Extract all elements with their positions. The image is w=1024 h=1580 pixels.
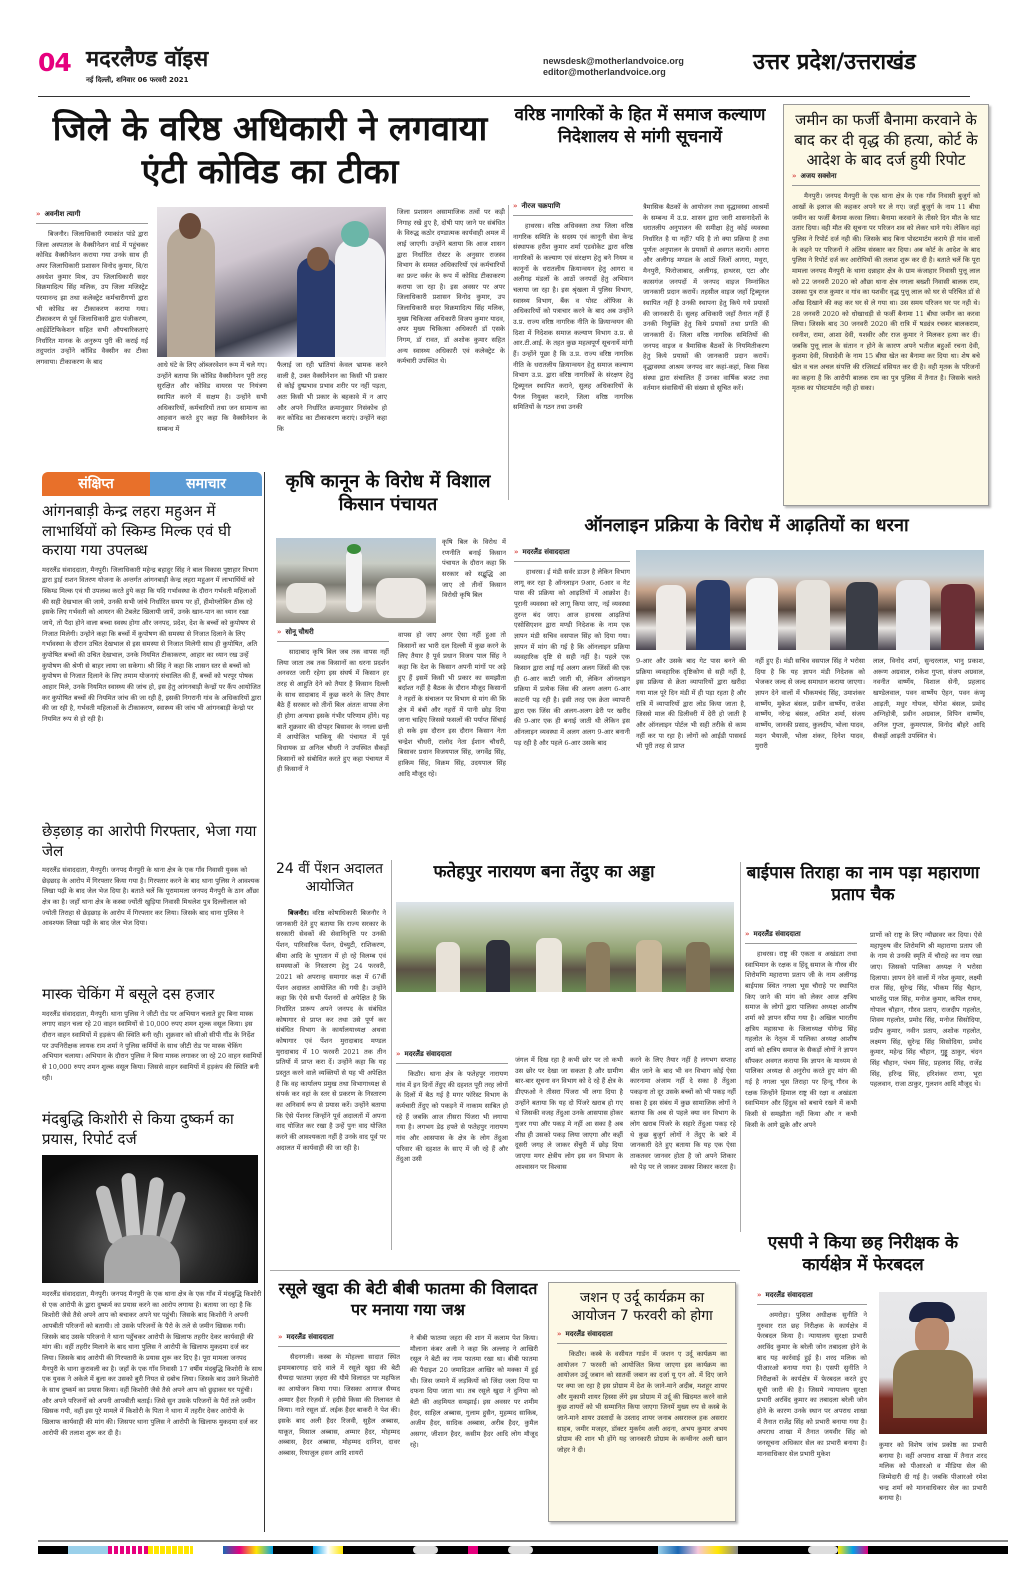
urdu-headline: जशन ए उर्दू कार्यक्रम का आयोजन 7 फरवरी को होगा xyxy=(571,1290,713,1325)
farmers-photo xyxy=(276,538,436,623)
bypass-col-2: प्राणों को राष्ट्र के लिए न्यौछावर कर दिया। ऐसे महापुरुष वीर शिरोमणि श्री महाराणा प्रताप जी के नाम से उनकी स्मृति में चौराहे का नाम रखा जाए। जिसको पालिका अध्यक्ष ने भरोसा दिलाया। ज्ञापन देने वालों में नरेश कुमार, लक्ष्मी राज सिंह, सुरेन्द्र सिंह, भीकम सिंह चैहान, भारतेंदु पाल सिंह, मनोज कुमार, कपिल राघव, गोपाल चौहान, गौरव प्रताप, राजदीप गहलोत, शिवम गहलोत, प्रमोद सिंह, मनोज सिसोदिया, प्रदीप कुमार, नवीन प्रताप, अशोक गहलोत, लक्ष्मण सिंह, सुरेन्द्र सिंह सिसोदिया, प्रमोद कुमार, महेन्द्र सिंह चौहान, गुड्डू ठाकुर, चंदन सिंह चौहान, पंचम सिंह, प्रहलाद सिंह, राजेंद्र सिंह, हरिन्द्र सिंह, हरिशंकर राणा, भूरा पहलवान, राजा ठाकुर, गुलशन आदि मौजूद थे। xyxy=(870,931,982,1089)
sp-photo-officer xyxy=(879,1292,987,1434)
brief-label-b: समाचार xyxy=(150,472,262,496)
urdu-event-box: जशन ए उर्दू कार्यक्रम का आयोजन 7 फरवरी को होगा » मदरलैंड संवाददाता किठौर। कस्बे के वसीयत गार्डन में जशन ए उर्दू कार्यक्रम का आयोजन 7 फरवरी को आयोजित किया जाएगा इस कार्यक्रम का आयोजन उर्दू जबान को सातवीं जबान का दर्जा यू एन ओ. में दिए जाने पर क्या जा रहा है इस प्रोग्राम में देश के जाने-माने अदीब, मशहूर शायर और मुकामी शायर हिस्सा लेंगे इस प्रोग्राम में उर्दू की खिदमत करने वाले कुछ शायरों को भी सम्मानित किया जाएगा जिनमें मुख्य रुप से कस्बे के जाने-माने शायर उस्तादों के उस्ताद शायर जनाब असरारुल हक असरार साहब, जमीर मजहर, डॉक्टर मुकर्रम अली अदना, अभय कुमार अभय प्रोग्राम की शान भी होंगे यह जानकारी प्रोग्राम के कन्वीनर अली खान जोहर ने दी। xyxy=(548,1282,736,1522)
lead-col-2: आधे घंटे के लिए ऑब्जरवेशन रूम में चले गए। उन्होंने बताया कि कोविड वैक्सीनेशन पूरी तरह सुरक्षित और कोविड वायरस पर नियंत्रण स्थापित करने में सक्षम है। उन्होंने सभी अधिकारियों, कर्मचारियों तथा जन सामान्य का आहवान करते हुए कहा कि वैक्सीनेशन के सम्बन्ध में xyxy=(157,361,267,434)
brief-item-3 xyxy=(42,985,262,1087)
brief-text: मदरलैंड संवाददाता, मैनपुरी। जनपद मैनपुरी के एक थाना क्षेत्र के एक गाँव में मंदबुद्धि किशोरी से एक आरोपी के द्वारा दुष्कर्म का प्रयास करने का आरोप लगाया है। बताया जा रहा है कि किशोरी जैसे तैसे अपने आप को बचाकर अपने घर पहुंची। जिसके बाद किशोरी ने अपनी आपबीती परिजनों को बतायी। तो उसके परिजनों के पैरो के तले से जमीन खिसक गयी। जिसके बाद उसके परिजनो ने थाना पहुँचकर आरोपी के खिलाफ तहरीर देकर कार्यवाही की मांग की। वहीं तहरीर मिलाने के बाद थाना पुलिस ने आरोपी के खिलाफ मुकदमा दर्ज कर लिया। जिसके बाद आरोपी की गिरफ्तारी के प्रयास शुरू कर दिए है। पूरा मामला जनपद मैनपुरी के थाना कुरावली का है। जहाँ के एक गाँव निवासी 17 वर्षीय मंदबुद्धि किशोरी के साथ एक युवक ने अकेले में बुला कर उसको बुरी नियत से दबोच लिया। जिसके बाद उसने किशोरी के साथ दुष्कर्म का प्रयास किया। वहीं किशोरी जैसे तैसे अपने आप को छुड़ाकर घर पहुंची। और अपने परिजनों को अपनी आपबीती बताई। जिसे सुन उसके परिजनों के पैरों तले जमीन खिसक गयी, वहीं इस पूरे मामले में किशोरी के पिता ने थाना में तहरीर देकर आरोपी के खिलाफ कार्यवाही की मांग की। जिसपर थाना पुलिस ने आरोपी के खिलाफ मुकदमा दर्ज कर आरोपी की तलाश शुरू कर दी है। xyxy=(42,1290,262,1437)
pension-body: बिजनौर। वरिष्ठ कोषाधिकारी बिजनौर ने जानकारी देते हुए बताया कि राज्य सरकार के सरकारी सेवकों की सेवानिवृत्ति पर उनकी पेंशन, पारिवारिक पेंशन, ग्रेच्युटी, राशिकरण, बीमा आदि के भुगतान में हो रहे विलम्ब एवं समस्याओं के निस्तारण हेतु 24 फरवरी, 2021 को अपरान्ह समागार कक्ष में 67वीं पेंशन अदालत आयोजित की गयी है। उन्होंने कहा कि ऐसे सभी पेंशनरों से अपेक्षित है कि निर्धारित प्रारूप अपने जनपद के संबंधित कोषागार से प्राप्त कर तथा उसे पूर्ण कर संबंधित विभाग के कार्यालयाध्यक्ष अथवा कोषागार एवं पेंशन मुरादाबाद मण्डल मुरादाबाद में 10 फरवरी 2021 तक तीन प्रतियों में प्राप्त करा दें। उन्होंने कहा कि यह प्रस्तुत करने वाले व्यक्तियों से यह भी अपेक्षित है कि वह कार्यालय प्रमुख तथा विभागाध्यक्ष से संपर्क कर वहां के स्तर से प्रकरण के निस्तारण का अनिवार्य रूप से प्रयास करें। उन्होंने बताया कि ऐसे पेंशनर जिन्होंने पूर्व अदालतों में अपना वाद योजित कर रखा है उन्हें पुनः वाद योजित करने की आवश्यकता नहीं है उनके वाद पूर्व पर अदालत में कार्यवाही की जा रही है। xyxy=(276,909,386,1152)
farmers-col-2: वापस हो जाए अगर ऐसा नहीं हुआ तो किसानों का भारी दल दिल्ली में कुछ करने के लिए तैयार है पूर्व प्रधान विजय पाल सिंह ने कहा कि देश के किसान अपनी मांगों पर अड़े हुए हैं इसमें किसी भी प्रकार का समझौता बर्दाश्त नहीं है बैठक के दौरान मौजूद किसानों ने नहरों के संचालन पर विभाग से मांग की कि क्षेत्र में बंबों और नहरों में पानी छोड़ दिया जाना चाहिए जिससे फसलों की पर्याप्त सिंचाई हो सके इस दौरान इस दौरान किसान नेता चन्द्रेश चौधरी, रालोद नेता ईशान चौधरी, बिसावर प्रधान विजयपाल सिंह, जगवेंद्र सिंह, हाकिम सिंह, विक्रम सिंह, उदयपाल सिंह आदि मौजूद रहे। xyxy=(398,631,506,778)
lead-photo-vaccination xyxy=(157,207,386,357)
byline: » अवनीश त्यागी xyxy=(36,210,148,224)
byline: » मदरलैंड संवाददाता xyxy=(278,1333,400,1347)
byline: » मदरलैंड संवाददाता xyxy=(757,1291,867,1305)
brief-headline: आंगनबाड़ी केन्द्र लहरा महुअन में लाभार्थियों को स्किम्ड मिल्क एवं घी कराया गया उपलब्ध xyxy=(42,502,231,559)
leopard-headline: फतेहपुर नारायण बना तेंदुए का अड्डा xyxy=(433,862,655,882)
dateline: नई दिल्ली, शनिवार 06 फरवरी 2021 xyxy=(86,76,189,84)
leopard-photo-sugarcane xyxy=(396,902,734,992)
article-text: बिजनौर। जिलाधिकारी रमाकांत पांडे द्वारा जिला अस्पताल के वैक्सीनेशन वार्ड में पहुंचकर कोविड वैक्सीनेशन कराया गया उनके साथ ही अपर जिलाधिकारी प्रशासन विनोद कुमार, वि/रा अवधेश कुमार मिश्र, उप जिलाधिकारी सदर विक्रमादित्य सिंह मलिक, उप जिला मजिस्ट्रेट परमानन्द झा तथा कलेक्ट्रेट कर्मचारीगणों द्वारा भी कोविड का टीकाकरण कराया गया। टीकाकरण से पूर्व जिलाधिकारी द्वारा पंजीकरण, आईडेंटिफिकेशन सहित सभी औपचारिकताएं निर्धारित मानक के अनुरूप पुरी की कराई गईं तदुपरांत उन्होंने कॉविड वैक्सीन का टीका लगवाया। टीकाकरण के बाद xyxy=(36,230,148,367)
byline: » मदरलैंड संवाददाता xyxy=(514,548,630,562)
brief-label-a: संक्षिप्त xyxy=(42,472,150,496)
byline: » अजय सक्सेना xyxy=(792,172,980,186)
sp-col-1: » मदरलैंड संवाददाता अमरोहा। पुलिस अधीक्षक सुनीति ने गुरुवार रात छह निरीक्षक के कार्यक्षेत्र में फेरबदल किया है। न्यायालय सुरक्षा प्रभारी अरविंद कुमार के बरेली जोन तबादला होने के बाद यह कार्रवाई हुई है। शरद मलिक को पीआरओ बनाया गया है। एसपी सुनीति ने निरीक्षकों के कार्यक्षेत्र में फेरबदल करते हुए सूची जारी की है। जिसमे न्यायालय सुरक्षा प्रभारी अरविंद कुमार का तबादला बरेली जोन होने के कारण उनके स्थान पर अपराध शाखा में तैनात राजेंद्र सिंह को प्रभारी बनाया गया है। अपराध शाखा में तैनात जयवीर सिंह को जनसूचना अधिकार सेल का प्रभारी बनाया है। मानवाधिकार सेल प्रभारी मुकेश xyxy=(757,1291,867,1458)
brief-item-1 xyxy=(42,502,262,771)
bypass-col-1: » मदरलैंड संवाददाता हाथरस। राष्ट्र की एकता व अखंडता तथा स्वाभिमान के रक्षक व हिंदू समाज के गौरव वीर शिरोमणि महाराणा प्रताप जी के नाम अलीगढ़ बाईपास स्थित नगला भूस चौराहे पर स्थापित किए जाने की मांग को लेकर आज क्षत्रिय समाज के लोगों द्वारा पालिका अध्यक्ष आशीष शर्मा को ज्ञापन सौंपा गया है। अखिल भारतीय क्षत्रिय महासभा के जिलाध्यक्ष योगेन्द्र सिंह गहलोत के नेतृत्व में पालिका अध्यक्ष आशीष शर्मा को क्षत्रिय समाज के सैकड़ों लोगों ने ज्ञापन सौंपकर अवगत कराया कि ज्ञापन के माध्यम से पालिका अध्यक्ष से अनुरोध करते हुए मांग की गई है नगला भूस तिराहा पर हिन्दू गौरव के रक्षक जिन्होंने हिमाल राष्ट्र की रक्षा व अखंडता स्वाभिमान और हिंदुत्व को बचाये रखने में कभी किसी से समझौता नहीं किया और न कभी किसी के आगे झुके और अपने xyxy=(745,930,857,1129)
brief-news-banner xyxy=(42,472,262,496)
sp-col-2: कुमार को विशेष जांच प्रकोष्ठ का प्रभारी बनाया है। वहीं अपराध शाखा में तैनात शरद मलिक को पीआरओ व मीडिया सेल की जिम्मेदारी दी गई है। जबकि पीआरओ रमेश चन्द्र शर्मा को मानवाधिकार सेल का प्रभारी बनाया है। xyxy=(879,1441,987,1503)
byline: » मदरलैंड संवाददाता xyxy=(745,930,857,944)
fatima-headline: रसूले खुदा की बेटी बीबी फातमा की विलादत पर मनाया गया जश्न xyxy=(278,1279,538,1320)
lead-headline: जिले के वरिष्ठ अधिकारी ने लगवाया एंटी कोविड का टीका xyxy=(52,109,488,192)
section-title: उत्तर प्रदेश/उत्तराखंड xyxy=(753,50,916,75)
byline: » मदरलैंड संवाददाता xyxy=(557,1330,727,1344)
sp-headline: एसपी ने किया छह निरीक्षक के कार्यक्षेत्र में फेरबदल xyxy=(767,1233,959,1276)
brief-headline: छेड़छाड़ का आरोपी गिरफ्तार, भेजा गया जेल xyxy=(42,822,257,860)
traders-col-4: लाल, विनोद शर्मा, सुन्दरलाल, भानु प्रकाश, अरूण अग्रवाल, राकेश गुप्ता, संजय अग्रवाल, नवनीत वार्ष्णेय, विशाल सेनी, प्रहलाद खण्डेलवाल, पवन वार्ष्णेय ऐहन, पवन कंप्यू आढ़ती, मधुर गोयल, योगेश बंसल, प्रमोद अग्निहोत्री, प्रवीन अग्रवाल, विपिन वार्ष्णेय, अनिल गुप्ता, कुमरपाल, विनोद बौहरे आदि सैकड़ों आढ़ती उपस्थित थे। xyxy=(873,657,985,740)
land-fraud-box: जमीन का फर्जी बैनामा करवाने के बाद कर दी वृद्ध की हत्या, कोर्ट के आदेश के बाद दर्ज हुयी रिपोट » अजय सक्सेना मैनपुरी। जनपद मैनपुरी के एक थाना क्षेत्र के एक गाँव निवासी बुजुर्ग को आखों के इलाज की कहकर अपने घर ले गए। जहाँ बुजुर्ग के नाम 11 बीघा जमीन का फर्जी बैनामा करवा लिया। बैनामा करवाने के तीसरे दिन मौत के घाट उतार दिया। वही मौत की सूचना पर परिजन शव को लेकर थाने गये। लेकिन वहां पुलिस ने रिपोर्ट दर्ज नही की। जिसके बाद बिना पोस्टमार्टम कराये ही गांव वालों के कहने पर परिजनों ने अंतिम संस्कार कर दिया। अब कोर्ट के आदेश के बाद पुलिस ने रिपोर्ट दर्ज कर आरोपियों की तलाश शुरू कर दी है। बताते चलें कि पूरा मामला जनपद मैनपुरी के थाना दन्नाहार क्षेत्र के ग्राम कंजाहार निवासी पुत्तू लाल को 22 जनवरी 2020 को औछा थाना क्षेत्र नगला बख्शी निवासी बालक राम, उसका पुत्र राज कुमार व गांव का यशवीर वृद्ध पुत्तू लाल को घर से परिचित डॉ से आँख दिखाने की कह कर घर से ले गया था। उस समय परिजन घर पर नही थे। 28 जनवरी 2020 को धोखाधड़ी से फर्जी बैनामा 11 बीघा जमीन का करवा लिया। जिसके बाद 30 जनवरी 2020 की रात्रि में षड्यंत्र रचकर बालकराम, रवनीश, रामा, आशा देवी, यशवीर और राज कुमार ने मिलकर हत्या कर दी। जबकि पुत्तू लाल के संतान न होने के कारण अपने भतीज बहुओं रचना देवी, कुशमा देवी, विधादेवी के नाम 15 बीघा खेत का बैनामा कर दिया था। शेष बचे खेत व चल अचल संपत्ति की रजिस्टर्ड वसियत कर दी है। वही मृतक के परिजनों का कहना है कि आरोपी बालक राम का पुत्र पुलिस में तैनात है। जिसके चलते मृतक का पोस्टमार्टम नही हो सका। xyxy=(783,104,989,506)
traders-col-2: 9-आर और उसके बाद गेट पास बनने की प्रक्रिया व्यवहारिक दृष्टिकोण से सही नहीं है, इस प्रक्रिया से क्रेता व्यापारियों द्वारा खरीदा गया माल पूरे दिन मंडी में ही पड़ा रहता है और रात्रि में व्यापारियों द्वारा लोड किया जाता है, जिससे माल की डिलीवरी में देरी हो जाती है और ऑनलाइन पोर्टल भी सही तरीके से काम नहीं कर पा रहा है। लोगों को आईडी पासवर्ड भी पूरी तरह से प्राप्त xyxy=(636,657,746,751)
byline: » मदरलैंड संवाददाता xyxy=(396,1050,508,1064)
brief-text: मदरलैंड संवाददाता, मैनपुरी। जनपद मैनपुरी के थाना क्षेत्र के एक गाँव निवासी युवक को छेड़छाड़ के आरोप में गिरफ्तार किया गया है। गिरफ्तार करने के बाद थाना पुलिस ने आवश्यक लिखा पढ़ी के बाद जेल भेज दिया है। बताते चलें कि पूरामामला जनपद मैनपुरी के ठान औंछा क्षेत्र का है। जहाँ थाना क्षेत्र के कस्बा ज्योंती खुड़िया निवासी मिथलेश पुत्र दिल्लीलाल को ज्योती तिराहा से छेड़छाड़ के आरोप में गिरफ्तार कर लिया। जिसके बाद थाना पुलिस ने आवश्यक लिखा पढ़ी के बाद जेल भेज दिया। xyxy=(42,866,260,928)
byline: » सोनू चौधरी xyxy=(277,628,389,642)
divider xyxy=(270,1270,740,1271)
fatima-col-2: ने बीबी फातमा जहरा की शान में कलाम पेश किया। मौलाना कंबर अली ने कहा कि अल्लाह ने आखिरी रसूल ने बेटी का नाम फातमा रखा था। बीबी फातमा की पैदाइश 20 जमादिउल आखिर को मक्का में हुई थी। जिस जमाने में लड़कियों को जिंदा जला दिया या दफना दिया जाता था। तब रसूले खुदा ने दुनिया को बेटी की अहमियत समझाई। इस अवसर पर शमीम हैदर, साहिल अब्बास, गुलाम हुसैन, मुहम्मद साकिब, अजीम हैदर, सादिक अब्बास, अरीब हैदर, कुमैल असगर, जीशान हैदर, कसीम हैदर आदि लोग मौजूद रहे। xyxy=(410,1334,538,1449)
lead-col-1 xyxy=(36,210,148,461)
leopard-col-1: » मदरलैंड संवाददाता किठौर। थाना क्षेत्र के फतेहपुर नारायण गांव में इन दिनों तेंदुए की दहशत पूरी तरह लोगों के दिलों में बैठ गई है मगर फॉरेस्ट विभाग के कर्मचारी तेंदुए को पकड़ने में नाकाम साबित हो रहे हैं जबकि आज तीसरा पिंजरा भी लगाया गया है। लगभग डेढ़ हफ्ते से फतेहपुर नारायण गांव और आसपास के क्षेत्र के लोग तेंदुआ परिवार की दहशत के साए में जी रहे हैं और तेंदुआ उसी xyxy=(396,1050,508,1164)
brief-text: मदरलैंड संवाददाता, मैनपुरी। थाना पुलिस ने जीटी रोड पर अभियान चलाते हुए बिना मास्क लगाए वाहन चला रहे 20 वाहन स्वामियों से 10,000 रुपए शमन शुल्क वसूल किया। इस दौरान वाहन स्वामियों में हड़कंप की स्थिति बनी रही। शुक्रवार को सीओ सीपी गौंड के निर्देश पर उपनिरीक्षक लायक राम शर्मा ने पुलिस कर्मियों के साथ जीटी रोड पर मास्क चेकिंग अभियान चलाया। अभियान के दौरान पुलिस ने बिना मास्क लगाकर जा रहे 20 वाहन स्वामियों से 10,000 रुपए शमन शुल्क वसूल किया। जिससे वाहन स्वामियों में हड़कंप की स्थिति बनी रही। xyxy=(42,1009,262,1082)
print-color-bar xyxy=(38,1546,1008,1554)
brief-headline: मास्क चेकिंग में बसूले दस हजार xyxy=(42,985,215,1003)
traders-photo xyxy=(636,550,984,650)
farmers-headline: कृषि कानून के विरोध में विशाल किसान पंचायत xyxy=(285,471,491,516)
pension-headline: 24 वीं पेंशन अदालत आयोजित xyxy=(275,861,384,896)
page-number: 04 xyxy=(38,48,71,77)
traders-col-3: नहीं हुए हैं। मंडी सचिव वसपाल सिंह ने भरोसा दिया है कि यह ज्ञापन मंडी निदेशक को भेजकर जल्द से जल्द समाधान कराया जाएगा। ज्ञापन देने वालों में भीकमचंद सिंह, उमाशंकर वार्ष्णेय, मुकेश बंसल, प्रवीन वार्ष्णेय, राजेश वार्ष्णेय, नरेन्द्र बंसल, अमित शर्मा, संजय वार्ष्णेय, जानकी प्रसाद, कुलदीप, भोला यादव, मदन भैयाजी, भोला शंकर, दिनेश यादव, मुरारी xyxy=(755,657,865,751)
masthead xyxy=(38,40,970,97)
brief-photo-hand xyxy=(42,1155,258,1283)
land-fraud-headline: जमीन का फर्जी बैनामा करवाने के बाद कर दी वृद्ध की हत्या, कोर्ट के आदेश के बाद दर्ज हुयी रिपोट xyxy=(794,111,978,169)
seniors-headline: वरिष्ठ नागरिकों के हित में समाज कल्याण निदेशालय से मांगी सूचनायें xyxy=(514,105,766,148)
farmers-col-1: » सोनू चौधरी सादाबाद कृषि बिल जब तक वापस नहीं लिया जाता तब तक किसानों का धरना प्रदर्शन अनवरत जारी रहेगा इस संघर्ष में किसान हर तरह से आहुति देने को तैयार है किसान दिल्ली के साथ सादाबाद में कुछ करने के लिए तैयार बैठे हैं सरकार को तीनों बिल अंततः वापस लेना ही होगा अन्यथा इसके गंभीर परिणाम होंगे। यह बातें शुक्रवार की दोपहर बिसावर के नगला छत्ती में आयोजित भाकियू की पंचायत में पूर्व विधायक डा अनिल चौधरी ने उपस्थित सैकड़ों किसानों को संबोधित करते हुए कहा पंचायत में ही किसानों ने xyxy=(277,628,389,774)
brief-item-2 xyxy=(42,822,262,957)
traders-headline: ऑनलाइन प्रक्रिया के विरोध में आढ़तियों का धरना xyxy=(584,515,909,536)
brief-item-4 xyxy=(42,1110,262,1479)
email-newsdesk[interactable]: newsdesk@motherlandvoice.org xyxy=(543,56,684,66)
lead-col-4: जिला प्रशासन असामाजिक तत्वों पर कड़ी निगाह रखे हुए है, दोषी पाए जाने पर संबंधित के विरुद्ध कठोर दण्डात्मक कार्यवाही अमल में लाई जाएगी। उन्होंने बताया कि आज शासन द्वारा निर्धारित रोस्टर के अनुसार राजस्व विभाग के समस्त अधिकारियों एवं कर्मचारियों का फ्रन्ट वर्कर के रूप में कोविड टीकाकरण कराया जा रहा है। इस अवसर पर अपर जिलाधिकारी प्रशासन विनोद कुमार, उप जिलाधिकारी सदर विक्रमादित्य सिंह मलिक, मुख्य चिकित्सा अधिकारी विजय कुमार यादव, अपर मुख्य चिकित्सा अधिकारी डॉ एसके निगम, डॉ रावत, डॉ अशोक कुमार सहित अन्य स्वास्थ्य अधिकारी एवं कलेक्ट्रेट के कर्मचारी उपस्थित थे। xyxy=(397,208,505,366)
email-editor[interactable]: editor@motherlandvoice.org xyxy=(543,67,666,78)
brief-headline: मंदबुद्धि किशोरी से किया दुष्कर्म का प्रयास, रिपोर्ट दर्ज xyxy=(42,1110,234,1148)
byline: » नीरज चक्रपाणि xyxy=(513,202,633,216)
bypass-headline: बाईपास तिराहा का नाम पड़ा महाराणा प्रताप चैक xyxy=(746,863,980,906)
brief-text: मदरलैंड संवाददाता, मैनपुरी। जिलाधिकारी महेन्द्र बहादुर सिंह ने बाल विकास पुष्टाहार विभाग द्वारा ड्राई राशन वितरण योजना के अन्तर्गत आंगनबाड़ी केन्द्र लहरा महुअन में लाभार्थियों को स्किम्ड मिल्क एवं घी उपलब्ध करते हुये कहा कि यदि गर्भावस्था के दौरान गर्भवती महिलाओं की सही देखभाल की जाये, उनकी सभी जांचे निर्धारित समय पर हों, हीमोग्लोबिन ठीक रहे इसके लिए गर्भवती को आयरन की टेबलेट खिलायी जायें, उनके खान-पान का ध्यान रखा जाये, तो पैदा होने वाला बच्चा स्वस्थ होगा और जनपद, प्रदेश, देश के बच्चों को कुपोषण से निजात मिलेगी। उन्होने कहा कि बच्चों में कुपोषण की समस्या से निजात दिलाने के लिए गर्भावस्था के दौरान उचित देखभाल से इस समस्या से निजात मिलेगी साथ ही कुपोषित, अति कुपोषित बच्चों की उचित देखभाल, उनके नियमित टीकाकरण, आहार का ध्यान रख उन्हें कुपोषण की श्रेणी से बाहर लाया जा सकेगा। श्री सिंह ने कहा कि शासन स्तर से बच्चों को कुपोषण से निजात दिलाने के लिए तमाम योजनाएं संचालित की हैं, बच्चों को भरपूर पोषक आहार मिले, उनके नियमित स्वास्थ्य की जांच हो, इस हेतु आंगनबाड़ी केन्द्रों पर कैंप आयोजित कर कुपोषित बच्चों की नियमित जांच की जा रही है, इसकी निगरानी गांव के अधिकारियों द्वारा की जा रही है, गर्भवती महिलाओं के टीकाकरण, स्वास्थ्य की जांच भी आंगनबाड़ी केन्द्रो पर नियमित रूप से हो रही है। xyxy=(42,565,262,723)
traders-col-1: » मदरलैंड संवाददाता हाथरस। ई मंडी सर्वर डाउन है लेकिन विभाग लागू कर रहा है ऑनलाइन 9आर, 6आर व गेट पास की प्रक्रिया को आढ़तियों में आक्रोश है। पूरानी व्यवस्था को लागू किया जाए, नई व्यवस्था तुरन्त बंद जाए। आज हाथरस आढ़तियां एसोसिएशन द्वारा मण्डी निदेशक के नाम एक ज्ञापन मंडी सचिव वसपाल सिंह को दिया गया। ज्ञापन में मांग की गई है कि ऑनलाइन प्रक्रिया व्यवहारिक दृष्टि से सही नहीं है। पहले एक किसान द्वारा लाई गई अलग अलग जिंसों की एक ही 6-आर काटी जाती थी, लेकिन ऑनलाइन प्रक्रिया में प्रत्येक जिंस की अलग अलग 6-आर काटनी पड़ रही है। इसी तरह एक क्रेता व्यापारी द्वारा एक जिंस की अलग-अलग ढेरी पर खरीद की 9-आर एक ही बनाई जाती थी लेकिन इस ऑनलाइन व्यवस्था में अलग अलग 9-आर बनानी पड़ रही है और पहले 6-आर उसके बाद xyxy=(514,548,630,747)
farmers-side: कृषि बिल के विरोध में रणनीति बनाई किसान पंचायत के दौरान कहा कि सरकार को सद्बुद्धि आ जाए तो तीनों किसान विरोधी कृषि बिल xyxy=(442,538,506,600)
seniors-col-1: » नीरज चक्रपाणि हाथरस। वरिष्ठ अधिवक्ता तथा जिला वरिष्ठ नागरिक समिति के सदस्य एवं कानूनी सेवा केन्द्र संस्थापक हरीश कुमार शर्मा एडवोकेट द्वारा वरिष्ठ नागरिकों के कल्याण एवं संरक्षण हेतु बने नियम व कानूनों के धरातलीय क्रियान्वयन हेतु आगरा व अलीगढ़ मंडलों के आठों जनपदों हेतु अभियान चलाया जा रहा है। इस श्रृंखला में पुलिस विभाग, स्वास्थ्य विभाग, बैंक व पोस्ट ऑफिस के अधिकारियों को पत्राचार करने के बाद अब उन्होंने उ.प्र. राज्य वरिष्ठ नागरिक नीति के क्रियान्वयन की दिशा में निदेशक समाज कल्याण विभाग उ.प्र. से आर.टी.आई. के तहत कुछ महत्वपूर्ण सूचनायें मांगी हैं। उन्होंने पूछा है कि उ.प्र. राज्य वरिष्ठ नागरिक नीति के धरातलीय क्रियान्वयन हेतु समाज कल्याण विभाग उ.प्र. द्वारा वरिष्ठ नागरिकों के संरक्षण हेतु ट्रिब्यूनल स्थापित कराने, सुलह अधिकारियों के पैनल नियुक्त कराने, जिला वरिष्ठ नागरिक समितियों के गठन तथा उनकी xyxy=(513,202,633,412)
print-rule xyxy=(38,1540,1008,1542)
seniors-col-2: त्रैमासिक बैठकों के आयोजन तथा वृद्धावस्था आश्रमों के सम्बन्ध में उ.प्र. शासन द्वारा जारी शासनादेशों के धरातलीय अनुपालन की समीक्षा हेतु कोई व्यवस्था निर्धारित है या नहीं? यदि है तो क्या प्रक्रिया है तथा पूर्णतः अनुपालन के प्रयासों से अवगत करायें। आगरा और अलीगढ़ मण्डल के आठों जिलों आगरा, मथुरा, मैनपुरी, फिरोजाबाद, अलीगढ़, हाथरस, एटा और कासगंज जनपदों में जनपद वाइज निम्नांकित जानकारी प्रदान करायें। तहसील वाइज जहाँ ट्रिब्यूनल स्थापित नहीं है उनकी स्थापना हेतु किये गये प्रयासों की जानकारी दें। सुलह अधिकारी जहाँ तैनात नहीं हैं उनकी नियुक्ति हेतु किये प्रयासों तथा प्रगति की जानकारी दें। जिला वरिष्ठ नागरिक समितियों की जनपद वाइज व त्रैमासिक बैठकों के नियमितीकरण हेतु किये प्रयासों की जानकारी प्रदान करायें। वृद्धावस्था आश्रम जनपद वार कहां-कहां, किस किस संस्था द्वारा संचालित हैं उनका वार्षिक बजट तथा वर्तमान संवासियों की संख्या से सूचित करें। xyxy=(643,203,769,393)
leopard-col-3: करने के लिए तैयार नहीं है लगभग सप्ताह बीत जाने के बाद भी वन विभाग कोई ऐसा कारनामा अंजाम नहीं दे सका है तेंदुआ पकड़ना तो दूर उसके बच्चों को भी पकड़ नहीं सका है इस संबंध में कुछ सामाजिक लोगों ने बताया कि अब से पहले क्या वन विभाग के लोग खराब पिंजरे के सहारे तेंदुआ पकड़ रहे थे कुछ बुजुर्ग लोगों ने तेंदुए के बारे में जानकारी देते हुए बताया कि यह एक ऐसा ताकतवर जानवर होता है जो अपने शिकार को पेड़ पर ले जाकर उसका शिकार करता है। xyxy=(630,1056,736,1171)
paper-name: मदरलैण्ड वॉइस xyxy=(86,47,209,72)
leopard-col-2: जंगल में दिख रहा है कभी छोर पर तो कभी उस छोर पर देखा जा सकता है और ग्रामीण बार-बार सूचना वन विभाग को दे रहे हैं क्षेत्र के डीएफओ ने तीसरा पिंजरा भी लगा दिया है उन्होंने बताया कि यह दो पिंजरे खराब हो गए थे जिसकी वजह तेंदुआ उनके आसपास होकर गुजर गया और पकड़ मे नहीं आ सका है अब शीघ्र ही उसको पकड़ लिया जाएगा और कहीं दूसरी जगह ले जाकर सेंचुरी में छोड़ दिया जाएगा मगर क्षेत्रीय लोग इस वन विभाग के आश्वासन पर विश्वास xyxy=(515,1056,623,1171)
lead-col-3: फैलाई जा रही भ्रांतियां केवल भ्रामक करने वाली है, उक्त वैक्सीनेशन का किसी भी प्रकार से कोई दुष्प्रभाव प्रभाव शरीर पर नहीं पड़ता, अतः किसी भी प्रकार के बहकावे में न आए और अपने निर्धारित क्रमानुसार निसंकोच हो कर कोविड का टीकाकरण कराएं। उन्होंने कहा कि xyxy=(277,361,387,434)
fatima-col-1: » मदरलैंड संवाददाता सैदनगली। कस्बा के मोहल्ला सादात स्थित इमामबारगाह दादे वाले में रसूले खुदा की बेटी सैय्यदा फातमा ज़हरा की यौमे विलादत पर महफिल का आयोजन किया गया। जिसका आगाज सैय्यद अम्मार हैदर रिज़वी ने हदीसे किसा की तिलावत से किया। नाते रसूल डॉ. लईक हैदर बाकरी ने पेश की। इसके बाद अली हैदर रिजवी, सुहैल अब्बास, याकूत, मिसाल अब्बास, अम्मार हैदर, मोहम्मद अब्बास, हैदर अब्बास, मोहम्मद दानिश, दावर अब्बास, रियाजुल हसन आदि शायरों xyxy=(278,1333,400,1458)
